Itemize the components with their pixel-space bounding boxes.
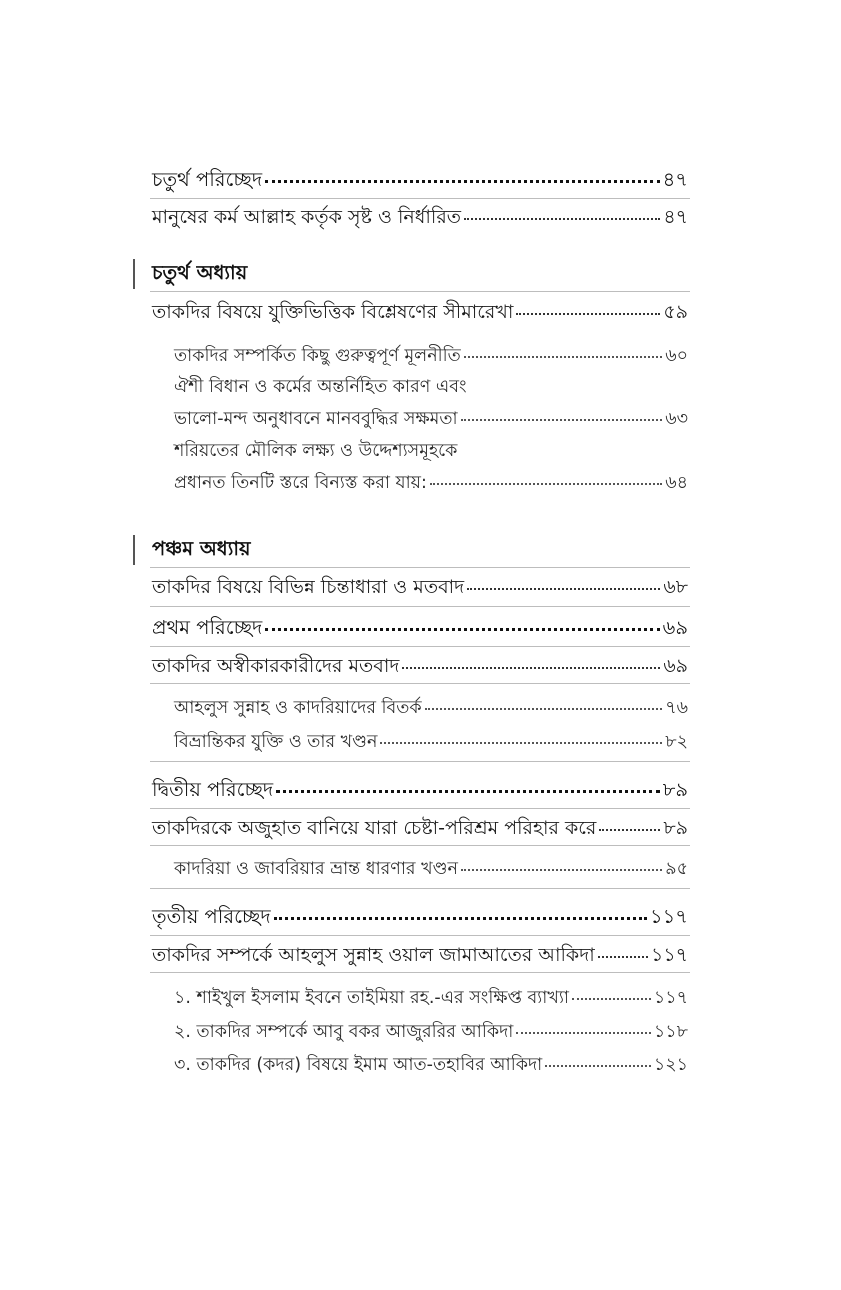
toc-subentry[interactable] bbox=[174, 468, 688, 494]
dot-leader bbox=[425, 693, 663, 713]
toc-entry-page: ৭৬ bbox=[665, 698, 688, 718]
toc-entry-title: কাদরিয়া ও জাবরিয়ার ভ্রান্ত ধারণার খণ্ডন bbox=[174, 859, 458, 879]
toc-entry-page: ১১৭ bbox=[650, 905, 688, 928]
toc-entry-page: ৮৯ bbox=[663, 817, 688, 839]
dot-leader bbox=[599, 814, 660, 834]
toc-entry-title: তাকদির বিষয়ে যুক্তিভিত্তিক বিশ্লেষণের সীমারেখা bbox=[152, 301, 514, 323]
toc-subentry[interactable] bbox=[174, 727, 688, 753]
dot-leader bbox=[467, 573, 660, 593]
row-divider bbox=[150, 646, 690, 647]
toc-entry-title: তাকদির সম্পর্কে আহলুস সুন্নাহ ওয়াল জামাআতের আকিদা bbox=[152, 944, 595, 966]
dot-leader bbox=[516, 1017, 651, 1037]
dot-leader bbox=[402, 652, 660, 672]
toc-entry-page: ৯৫ bbox=[665, 859, 688, 879]
dot-leader bbox=[430, 468, 662, 488]
toc-entry-second-section[interactable] bbox=[152, 776, 688, 802]
section-heading-chapter-5: পঞ্চম অধ্যায় bbox=[152, 537, 251, 560]
toc-entry-page: ১১৭ bbox=[650, 944, 688, 966]
toc-entry[interactable] bbox=[152, 298, 688, 324]
toc-entry-title: ভালো-মন্দ অনুধাবনে মানববুদ্ধির সক্ষমতা bbox=[174, 409, 458, 429]
row-divider bbox=[150, 972, 690, 973]
toc-entry-title: ১. শাইখুল ইসলাম ইবনে তাইমিয়া রহ.-এর সংক্ষিপ্ত ব্যাখ্যা bbox=[174, 988, 569, 1008]
toc-entry-title: তৃতীয় পরিচ্ছেদ bbox=[152, 905, 271, 928]
toc-entry-page: ৬৯ bbox=[662, 616, 688, 639]
toc-entry-page: ৬৪ bbox=[665, 473, 688, 493]
dot-leader bbox=[274, 903, 647, 923]
toc-entry[interactable] bbox=[152, 573, 688, 599]
toc-subentry-line-1: ঐশী বিধান ও কর্মের অন্তর্নিহিত কারণ এবং bbox=[174, 377, 467, 397]
toc-entry-title: বিভ্রান্তিকর যুক্তি ও তার খণ্ডন bbox=[174, 732, 378, 752]
toc-subentry[interactable] bbox=[174, 1017, 688, 1043]
dot-leader bbox=[572, 983, 651, 1003]
toc-subentry[interactable] bbox=[174, 341, 688, 367]
dot-leader bbox=[545, 1050, 651, 1070]
section-marker-bar bbox=[133, 259, 135, 289]
toc-entry-page: ১১৭ bbox=[653, 988, 688, 1008]
toc-entry-title: ২. তাকদির সম্পর্কে আবু বকর আজুররির আকিদা bbox=[174, 1022, 514, 1042]
toc-entry-page: ৮৯ bbox=[662, 778, 688, 801]
dot-leader bbox=[516, 298, 660, 318]
dot-leader bbox=[464, 341, 662, 361]
toc-subentry[interactable] bbox=[174, 854, 688, 880]
toc-entry-title: প্রথম পরিচ্ছেদ bbox=[152, 616, 263, 639]
toc-entry-title: তাকদির সম্পর্কিত কিছু গুরুত্বপূর্ণ মূলনীতি bbox=[174, 346, 461, 366]
toc-subentry[interactable] bbox=[174, 404, 688, 430]
row-divider bbox=[150, 606, 690, 607]
row-divider bbox=[150, 567, 690, 568]
toc-entry-page: ৮২ bbox=[665, 732, 688, 752]
toc-entry-page: ৬০ bbox=[665, 346, 688, 366]
toc-entry-page: ৪৭ bbox=[662, 168, 688, 191]
toc-entry[interactable] bbox=[152, 941, 688, 967]
toc-entry[interactable] bbox=[152, 652, 688, 678]
toc-entry-title: আহলুস সুন্নাহ ও কাদরিয়াদের বিতর্ক bbox=[174, 698, 422, 718]
row-divider bbox=[150, 683, 690, 684]
dot-leader bbox=[461, 854, 662, 874]
toc-entry-title: তাকদিরকে অজুহাত বানিয়ে যারা চেষ্টা-পরিশ্রম পরিহার করে bbox=[152, 817, 597, 839]
toc-subentry[interactable] bbox=[174, 983, 688, 1009]
toc-entry-title: দ্বিতীয় পরিচ্ছেদ bbox=[152, 778, 274, 801]
dot-leader bbox=[265, 166, 660, 186]
toc-entry-third-section[interactable] bbox=[152, 903, 688, 929]
toc-entry-page: ৬৩ bbox=[665, 409, 688, 429]
toc-entry[interactable] bbox=[152, 814, 688, 840]
dot-leader bbox=[464, 203, 660, 223]
dot-leader bbox=[265, 614, 659, 634]
toc-subentry-line-1: শরিয়তের মৌলিক লক্ষ্য ও উদ্দেশ্যসমূহকে bbox=[174, 441, 458, 461]
dot-leader bbox=[461, 404, 663, 424]
toc-entry-title: চতুর্থ পরিচ্ছেদ bbox=[152, 168, 263, 191]
dot-leader bbox=[380, 727, 662, 747]
toc-subentry[interactable] bbox=[174, 693, 688, 719]
toc-entry-page: ৬৯ bbox=[663, 655, 688, 677]
toc-entry-first-section[interactable] bbox=[152, 614, 688, 640]
toc-entry-page: ১১৮ bbox=[653, 1022, 688, 1042]
row-divider bbox=[150, 935, 690, 936]
toc-entry-chapter-4-section[interactable] bbox=[152, 166, 688, 192]
toc-entry-title: প্রধানত তিনটি স্তরে বিন্যস্ত করা যায়: bbox=[174, 473, 427, 493]
toc-entry-title: তাকদির বিষয়ে বিভিন্ন চিন্তাধারা ও মতবাদ bbox=[152, 576, 465, 598]
toc-entry-page: ৫৯ bbox=[663, 301, 688, 323]
toc-entry-page: ১২১ bbox=[653, 1055, 688, 1075]
toc-entry-title: মানুষের কর্ম আল্লাহ কর্তৃক সৃষ্ট ও নির্ধারিত bbox=[152, 206, 462, 228]
toc-subentry[interactable] bbox=[174, 1050, 688, 1076]
toc-entry-title: ৩. তাকদির (কদর) বিষয়ে ইমাম আত-তহাবির আকিদা bbox=[174, 1055, 543, 1075]
row-divider bbox=[150, 845, 690, 846]
section-heading-chapter-4: চতুর্থ অধ্যায় bbox=[152, 261, 248, 284]
dot-leader bbox=[276, 776, 660, 796]
row-divider bbox=[150, 888, 690, 889]
toc-entry-page: ৬৮ bbox=[663, 576, 688, 598]
section-marker-bar bbox=[133, 535, 135, 565]
row-divider bbox=[150, 761, 690, 762]
dot-leader bbox=[598, 941, 648, 961]
row-divider bbox=[150, 808, 690, 809]
toc-entry-page: ৪৭ bbox=[663, 206, 688, 228]
toc-entry[interactable] bbox=[152, 203, 688, 229]
toc-entry-title: তাকদির অস্বীকারকারীদের মতবাদ bbox=[152, 655, 400, 677]
row-divider bbox=[150, 198, 690, 199]
row-divider bbox=[150, 291, 690, 292]
